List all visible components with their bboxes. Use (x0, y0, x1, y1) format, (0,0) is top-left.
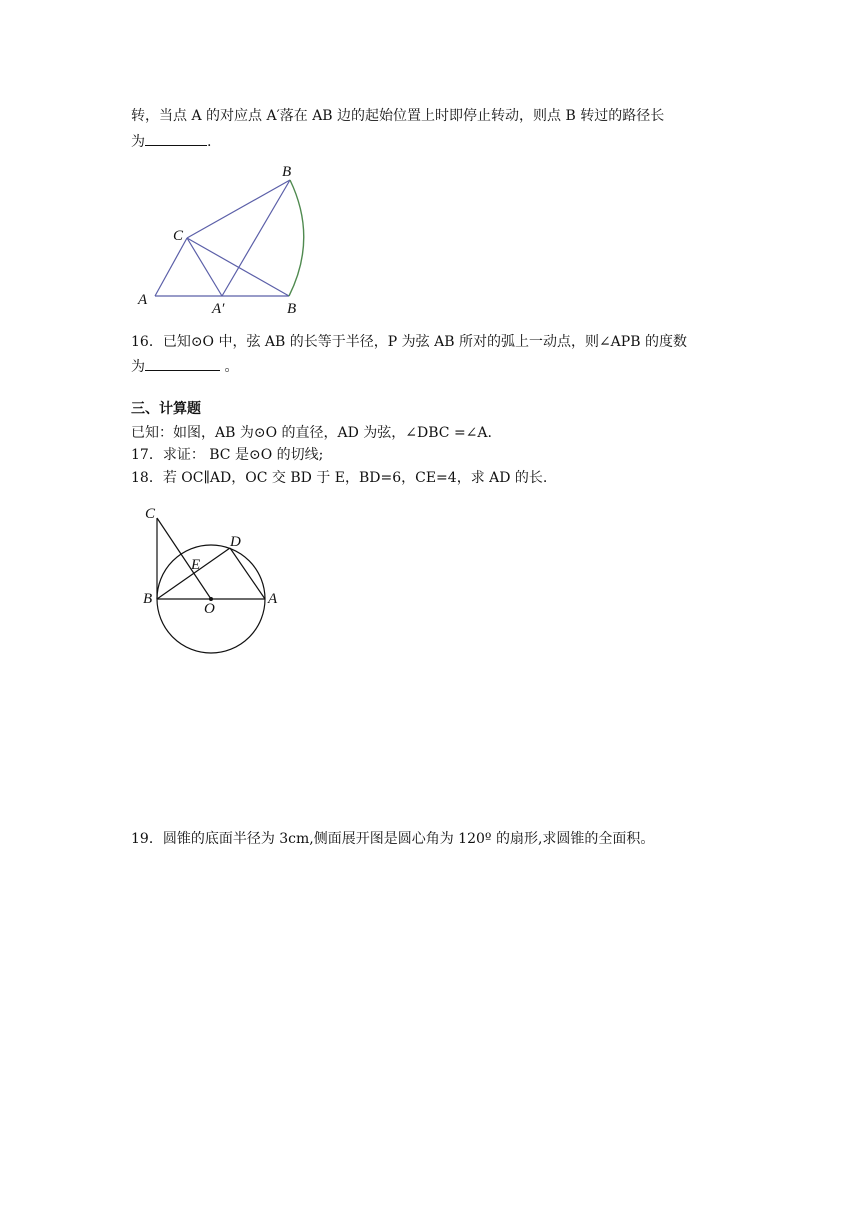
section-heading: 三、计算题 (131, 401, 201, 417)
q16-text-line1: 16．已知⊙O 中，弦 AB 的长等于半径，P 为弦 AB 所对的弧上一动点，则∠APB 的度数 (131, 334, 687, 350)
label-A: A (268, 591, 278, 607)
label-B-bottom: B (287, 301, 297, 317)
segment-AC (155, 238, 187, 296)
circle-O (157, 545, 265, 653)
label-C: C (145, 506, 156, 522)
q16-prefix: 为 (131, 359, 145, 375)
segment-CB-rotated (187, 180, 290, 238)
q15-text-line1: 转，当点 A 的对应点 A′落在 AB 边的起始位置上时即停止转动，则点 B 转过的路径长 (131, 108, 665, 124)
q16-text-line2 (131, 356, 238, 377)
segment-CB (187, 238, 289, 296)
q15-answer-blank (145, 131, 207, 146)
q19-text: 19．圆锥的底面半径为 3cm,侧面展开图是圆心角为 120º 的扇形,求圆锥的全面积。 (131, 831, 655, 847)
label-O: O (204, 601, 215, 617)
label-E: E (191, 557, 201, 573)
path-arc-B (289, 180, 304, 296)
label-A: A (138, 292, 148, 308)
q15-suffix: . (207, 134, 212, 150)
label-B: B (143, 591, 153, 607)
label-D: D (230, 534, 241, 550)
segment-BD (157, 548, 230, 599)
q15-text-line2 (131, 131, 211, 152)
segment-CA-prime (187, 238, 222, 296)
q15-prefix: 为 (131, 134, 145, 150)
segment-DA (230, 548, 265, 599)
q17-text: 17．求证： BC 是⊙O 的切线; (131, 447, 324, 463)
q18-text: 18．若 OC∥AD，OC 交 BD 于 E，BD=6，CE=4，求 AD 的长. (131, 470, 548, 486)
label-A-prime: A′ (212, 301, 225, 317)
q16-answer-blank (145, 356, 220, 371)
q16-suffix: 。 (220, 359, 239, 375)
label-B-top: B (282, 164, 292, 180)
given-text: 已知：如图，AB 为⊙O 的直径，AD 为弦，∠DBC =∠A. (131, 425, 492, 441)
segment-A-prime-B-rotated (222, 180, 290, 296)
segment-CO (157, 518, 211, 599)
center-dot-O (209, 597, 213, 601)
label-C: C (173, 228, 184, 244)
